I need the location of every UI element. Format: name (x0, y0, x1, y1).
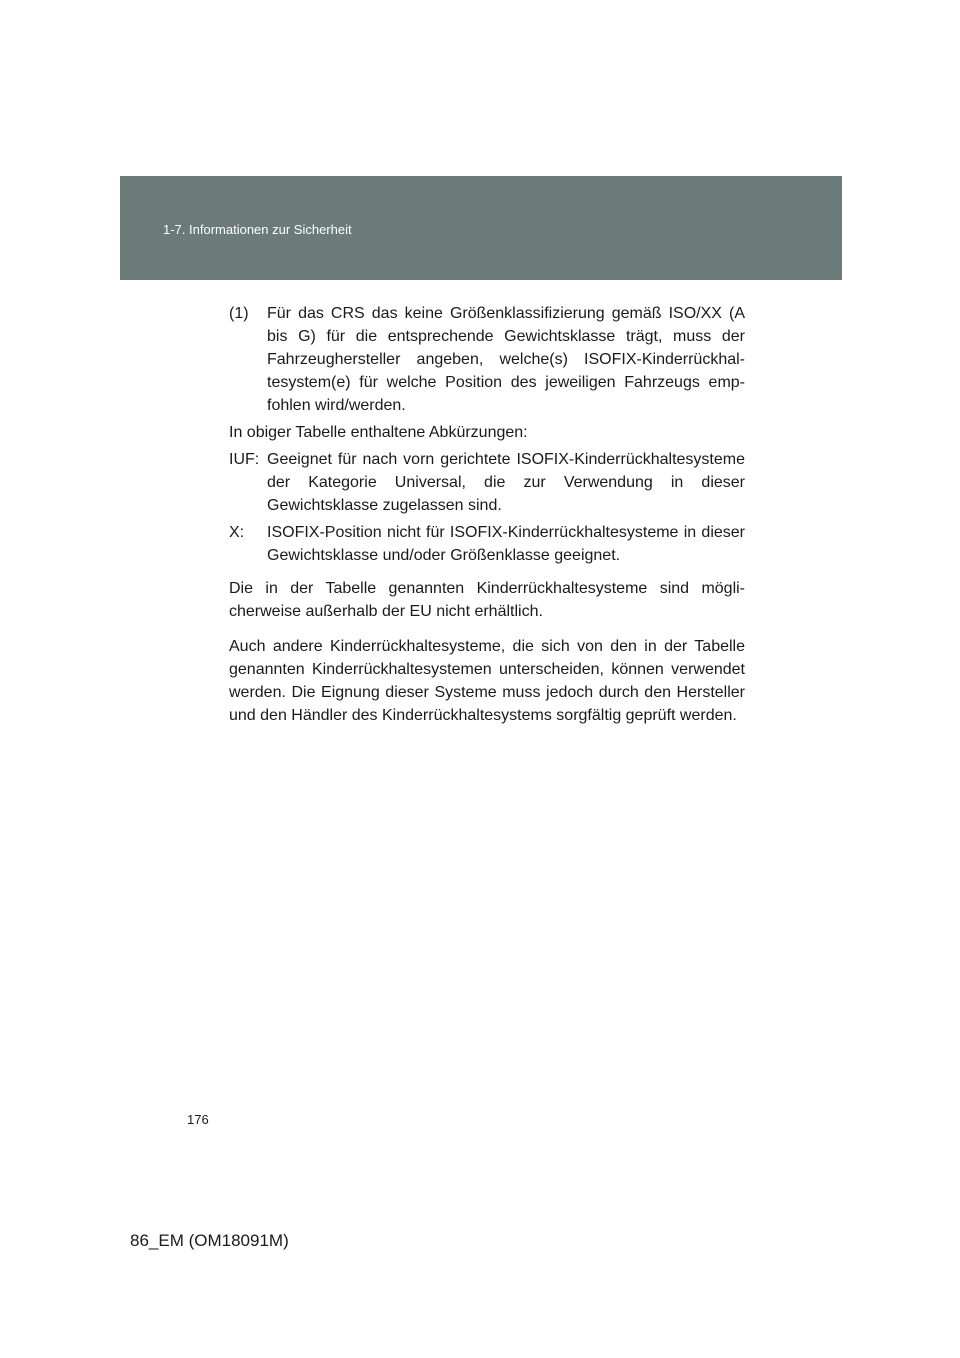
footnote-marker: (1) (229, 305, 249, 322)
page-content (229, 302, 745, 727)
page-number: 176 (187, 1112, 209, 1127)
abbreviation-code: IUF: (229, 451, 260, 468)
abbreviation-code: X: (229, 524, 245, 541)
section-title: 1-7. Informationen zur Sicherheit (163, 222, 352, 237)
abbreviation-text: ISOFIX-Position nicht für ISOFIX-Kinderrückhaltesysteme in dieser Gewichtsklasse und/oder Größenklasse geeignet. (267, 524, 745, 564)
footnote-1 (229, 302, 745, 417)
footnote-text: Für das CRS das keine Größenklassifizierung gemäß ISO/XX (A bis G) für die entsprechende Gewichtsklasse trägt, muss der Fahrzeughersteller angeben, welche(s) ISOFIX-Kinderrückhaltesystem(e) für welche Position des jeweiligen Fahrzeugs empfohlen wird/werden. (267, 305, 745, 414)
abbreviation-x (229, 521, 745, 567)
document-code: 86_EM (OM18091M) (130, 1231, 289, 1250)
abbreviation-iuf (229, 448, 745, 517)
other-systems-note: Auch andere Kinderrückhaltesysteme, die sich von den in der Tabelle genannten Kinderrückhaltesystemen unterscheiden, können verwendet werden. Die Eignung dieser Systeme muss jedoch durch den Hersteller und den Händler des Kinderrückhaltesystems sorgfältig geprüft werden. (229, 638, 745, 724)
abbreviation-text: Geeignet für nach vorn gerichtete ISOFIX-Kinderrückhaltesysteme der Kategorie Universal, die zur Verwendung in dieser Gewichtsklasse zugelassen sind. (267, 451, 745, 514)
availability-note: Die in der Tabelle genannten Kinderrückhaltesysteme sind möglicherweise außerhalb der EU nicht erhältlich. (229, 580, 745, 620)
abbreviations-intro: In obiger Tabelle enthaltene Abkürzungen: (229, 424, 528, 441)
